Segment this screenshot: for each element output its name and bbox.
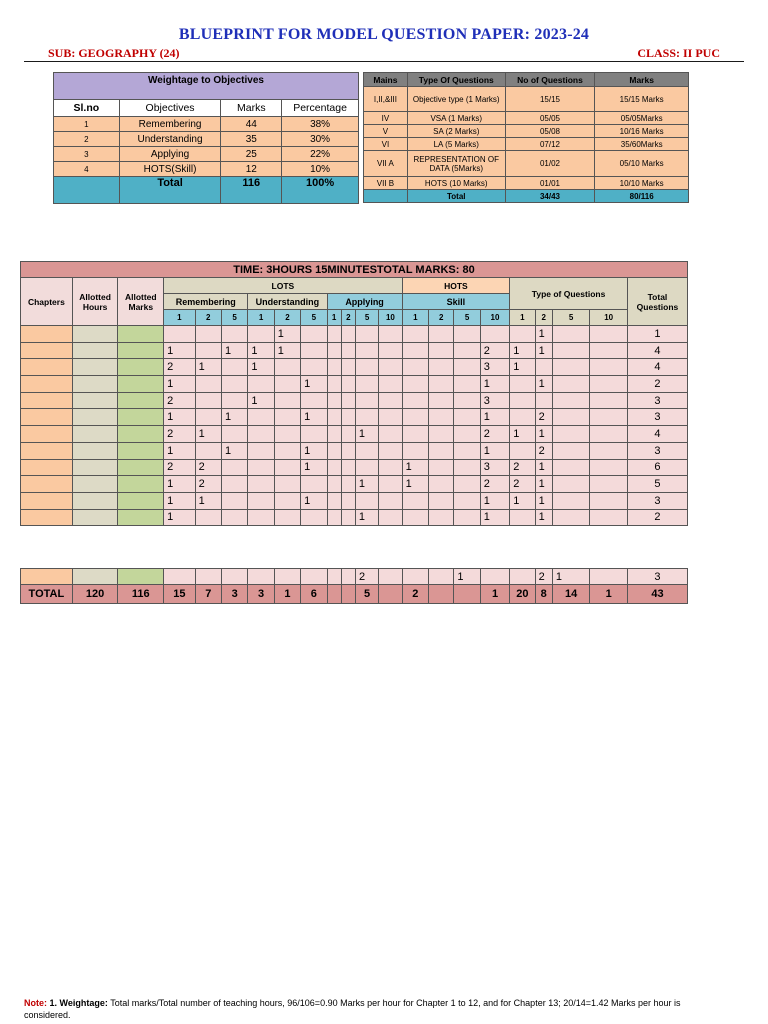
understanding-header: Understanding: [248, 294, 327, 310]
type-col-mains: Mains: [364, 73, 408, 87]
page-title: BLUEPRINT FOR MODEL QUESTION PAPER: 2023-24: [178, 26, 590, 43]
type-col-marks: Marks: [595, 73, 689, 87]
col-allotted-marks: Allotted Marks: [118, 278, 164, 326]
note-label: Note:: [24, 998, 47, 1008]
table-row: 1 1 1 1 2 3: [21, 409, 688, 426]
type-col-type: Type Of Questions: [407, 73, 505, 87]
lots-header: LOTS: [164, 278, 403, 294]
weightage-title: Weightage to Objectives: [54, 73, 359, 100]
table-row: 1 2 1 1 2 2 1 5: [21, 476, 688, 493]
col-chapters: Chapters: [21, 278, 73, 326]
skill-header: Skill: [402, 294, 510, 310]
time-marks-band: TIME: 3HOURS 15MINUTESTOTAL MARKS: 80: [21, 262, 688, 278]
weightage-col-objectives: Objectives: [119, 100, 221, 117]
blueprint-table: TIME: 3HOURS 15MINUTESTOTAL MARKS: 80 Chapters Allotted Hours Allotted Marks LOTS HOTS Type of Questions Total Questions Remembering Understanding Applying Skill 1 2 5 1 2 5 1 2 5 10 1 2 5 10 1 2 5 10 1 1 1 1 1 1 1 2 1 1 4 2 1 1 3 1 4 1 1 1 1 2 2 1 3 3 1 1 1 1 2 3 2 1 1 2 1 1 4 1 1 1 1 2 3 2 2 1 1 3 2 1 6 1 2 1 1 2 2 1 5 1 1 1 1 1 1 3 1 1 1 1 2: [20, 261, 688, 526]
table-row: IV VSA (1 Marks) 05/05 05/05Marks: [364, 112, 689, 125]
extra-row: 2 1 2 1 3: [21, 569, 688, 585]
weightage-table: [53, 72, 359, 204]
table-row: VII B HOTS (10 Marks) 01/01 10/10 Marks: [364, 177, 689, 190]
table-row: 1 1 1 1 1 1 3: [21, 492, 688, 509]
class-label: CLASS: II PUC: [637, 46, 720, 60]
type-col-count: No of Questions: [505, 73, 595, 87]
table-row: 1 1 1 1 2 3: [21, 442, 688, 459]
table-row: 1 1 1 1 2 1 1 4: [21, 342, 688, 359]
table-row: I,II,&III Objective type (1 Marks) 15/15 15/15 Marks: [364, 87, 689, 112]
note-item: 1. Weightage:: [49, 998, 108, 1008]
type-of-questions-header: Type of Questions: [510, 278, 628, 310]
weightage-col-slno: Sl.no: [54, 100, 120, 117]
table-row: 2 1 1 2 1 1 4: [21, 426, 688, 443]
remembering-header: Remembering: [164, 294, 248, 310]
total-row: TOTAL 120 116 15 7 3 3 1 6 5 2 1 20 8 14 1 43: [21, 585, 688, 604]
table-row: 2 1 1 3 1 4: [21, 359, 688, 376]
footnote: [24, 997, 724, 1021]
hots-header: HOTS: [402, 278, 510, 294]
blueprint-totals-table: [20, 568, 688, 604]
table-row: 1 Remembering 44 38%: [54, 117, 359, 132]
table-row: 2 1 3 3: [21, 392, 688, 409]
applying-header: Applying: [327, 294, 402, 310]
table-row: V SA (2 Marks) 05/08 10/16 Marks: [364, 125, 689, 138]
table-row: 2 2 1 1 3 2 1 6: [21, 459, 688, 476]
table-row: 4 HOTS(Skill) 12 10%: [54, 162, 359, 177]
header-divider: [24, 61, 744, 62]
type-total-row: Total 34/43 80/116: [364, 190, 689, 203]
table-row: VI LA (5 Marks) 07/12 35/60Marks: [364, 138, 689, 151]
col-allotted-hours: Allotted Hours: [72, 278, 118, 326]
table-row: VII A REPRESENTATION OF DATA (5Marks) 01/02 05/10 Marks: [364, 151, 689, 177]
subject-label: SUB: GEOGRAPHY (24): [48, 46, 180, 60]
question-type-table: [363, 72, 689, 203]
weightage-col-percentage: Percentage: [282, 100, 359, 117]
table-row: 2 Understanding 35 30%: [54, 132, 359, 147]
note-text: Total marks/Total number of teaching hours, 96/106=0.90 Marks per hour for Chapter 1 to 12, and for Chapter 13; 20/14=1.42 Marks per hour is considered.: [24, 998, 681, 1020]
table-row: 1 1 1 1 2: [21, 376, 688, 393]
total-questions-header: Total Questions: [627, 278, 687, 326]
table-row: 1 1 1 1 2: [21, 509, 688, 526]
weightage-total-row: Total 116 100%: [54, 177, 359, 204]
table-row: 1 1 1: [21, 326, 688, 343]
table-row: 3 Applying 25 22%: [54, 147, 359, 162]
weightage-col-marks: Marks: [221, 100, 282, 117]
